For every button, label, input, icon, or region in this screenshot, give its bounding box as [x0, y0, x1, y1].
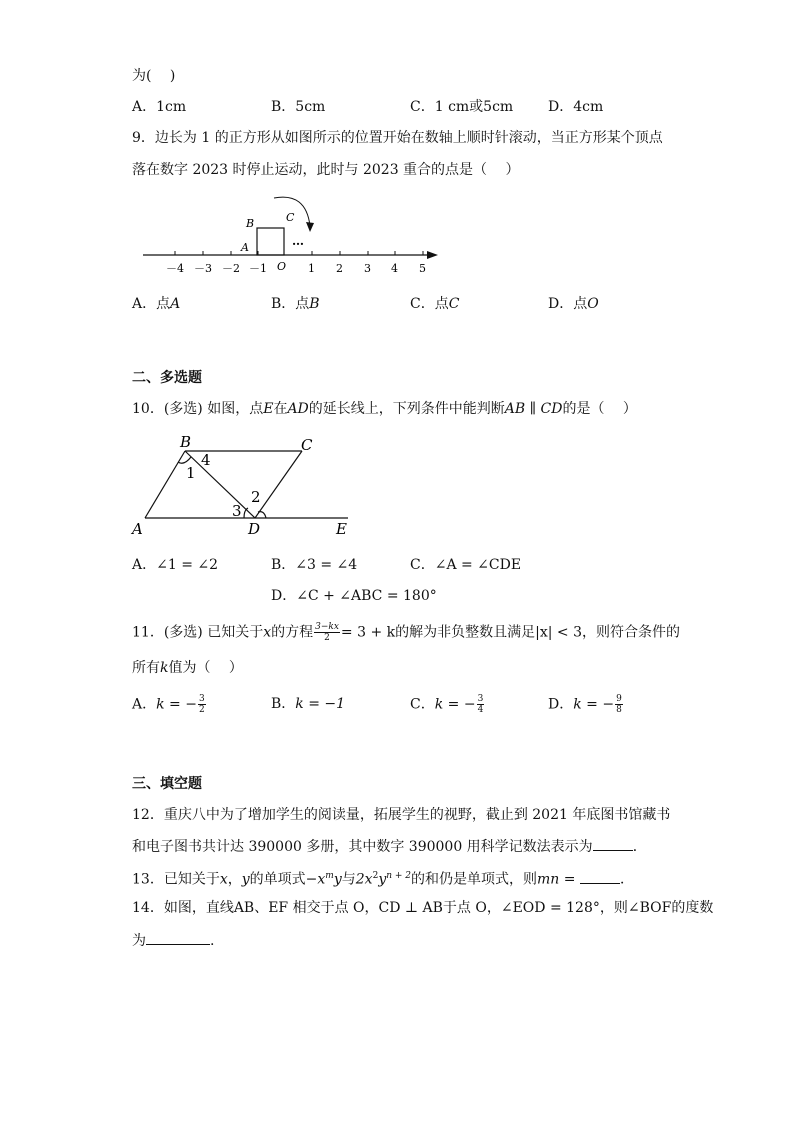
q9-tick-neg3: －3 [194, 262, 212, 275]
q9-tick-origin: O [277, 260, 287, 273]
q11-stem-line2: 所有k值为（ ） [132, 660, 243, 676]
q9-stem-line2: 落在数字 2023 时停止运动，此时与 2023 重合的点是（ ） [132, 162, 520, 178]
q10-angle-4: 4 [201, 451, 211, 469]
q12-stem-line2: 和电子图书共计达 390000 多册，其中数字 390000 用科学记数法表示为 ． [132, 836, 647, 857]
q10-stem: 10．(多选) 如图，点E在AD的延长线上，下列条件中能判断AB ∥ CD的是（ ） [132, 401, 637, 417]
q12-stem-line1: 12．重庆八中为了增加学生的阅读量，拓展学生的视野，截止到 2021 年底图书馆藏书 [132, 807, 671, 823]
q11-option-b[interactable]: B．k = −1 [271, 696, 346, 712]
q8-option-c[interactable]: C．1 cm或5cm [410, 99, 514, 115]
q9-tick-neg4: －4 [166, 262, 184, 275]
q12-answer-blank[interactable] [593, 836, 633, 851]
q9-label-c: C [286, 211, 295, 224]
q14-stem-line2: 为 . [132, 930, 214, 951]
q10-option-c[interactable]: C．∠A = ∠CDE [410, 557, 522, 573]
q11-option-a[interactable]: A．k = − $\frac{3}{2}$ [132, 694, 205, 715]
q9-label-a: A [241, 241, 249, 254]
q10-point-b: B [180, 433, 192, 451]
section-title-fill-blank: 三、填空题 [132, 776, 202, 792]
q9-option-a[interactable]: A．点A [132, 296, 181, 312]
q14-answer-blank[interactable] [146, 930, 210, 945]
q9-tick-neg1: －1 [249, 262, 267, 275]
q10-angle-2: 2 [251, 488, 261, 506]
q10-option-d[interactable]: D．∠C + ∠ABC = 180° [271, 588, 437, 604]
q8-tail: 为( ) [132, 68, 176, 84]
q13-answer-blank[interactable] [580, 869, 620, 884]
q9-option-b[interactable]: B．点B [271, 296, 320, 312]
q8-option-a[interactable]: A．1cm [132, 99, 187, 115]
q10-point-c: C [301, 436, 313, 454]
q9-stem-line1: 9．边长为 1 的正方形从如图所示的位置开始在数轴上顺时针滚动，当正方形某个顶点 [132, 130, 663, 146]
q14-stem-line1: 14．如图，直线AB、EF 相交于点 O，CD ⊥ AB于点 O，∠EOD = 128°，则∠BOF的度数 [132, 900, 714, 916]
q10-option-a[interactable]: A．∠1 = ∠2 [132, 557, 219, 573]
q13-stem: 13．已知关于x，y的单项式$-x^my$与$2x^2y^{n + 2}$的和仍是单项式，则mn = ． [132, 866, 634, 890]
q10-point-d: D [248, 520, 261, 538]
q9-number-line-figure [140, 190, 440, 280]
q11-stem-line1: 11．(多选) 已知关于x的方程 $\frac{3-kx}{2}$ = 3 + k的解为非负整数且满足|x| < 3，则符合条件的 [132, 622, 680, 643]
q9-option-c[interactable]: C．点C [410, 296, 460, 312]
q9-tick-4: 4 [391, 262, 398, 275]
q8-option-b[interactable]: B．5cm [271, 99, 326, 115]
q10-option-b[interactable]: B．∠3 = ∠4 [271, 557, 358, 573]
q10-point-a: A [132, 520, 143, 538]
q9-ellipsis: … [292, 234, 304, 248]
q9-option-d[interactable]: D．点O [548, 296, 599, 312]
q11-option-d[interactable]: D．k = − $\frac{9}{8}$ [548, 694, 622, 715]
q10-angle-3: 3 [232, 502, 242, 520]
q9-tick-neg2: －2 [222, 262, 240, 275]
q11-option-c[interactable]: C．k = − $\frac{3}{4}$ [410, 694, 484, 715]
q9-tick-5: 5 [419, 262, 426, 275]
q11-fraction: $\frac{3-kx}{2}$ [315, 622, 339, 643]
section-title-multi-choice: 二、多选题 [132, 370, 202, 386]
q9-tick-3: 3 [364, 262, 371, 275]
q9-tick-2: 2 [336, 262, 343, 275]
q10-angle-1: 1 [186, 464, 196, 482]
q9-label-b: B [246, 217, 255, 230]
q10-point-e: E [336, 520, 347, 538]
q9-tick-1: 1 [308, 262, 315, 275]
q10-parallelogram-figure [128, 428, 358, 540]
q8-option-d[interactable]: D．4cm [548, 99, 604, 115]
